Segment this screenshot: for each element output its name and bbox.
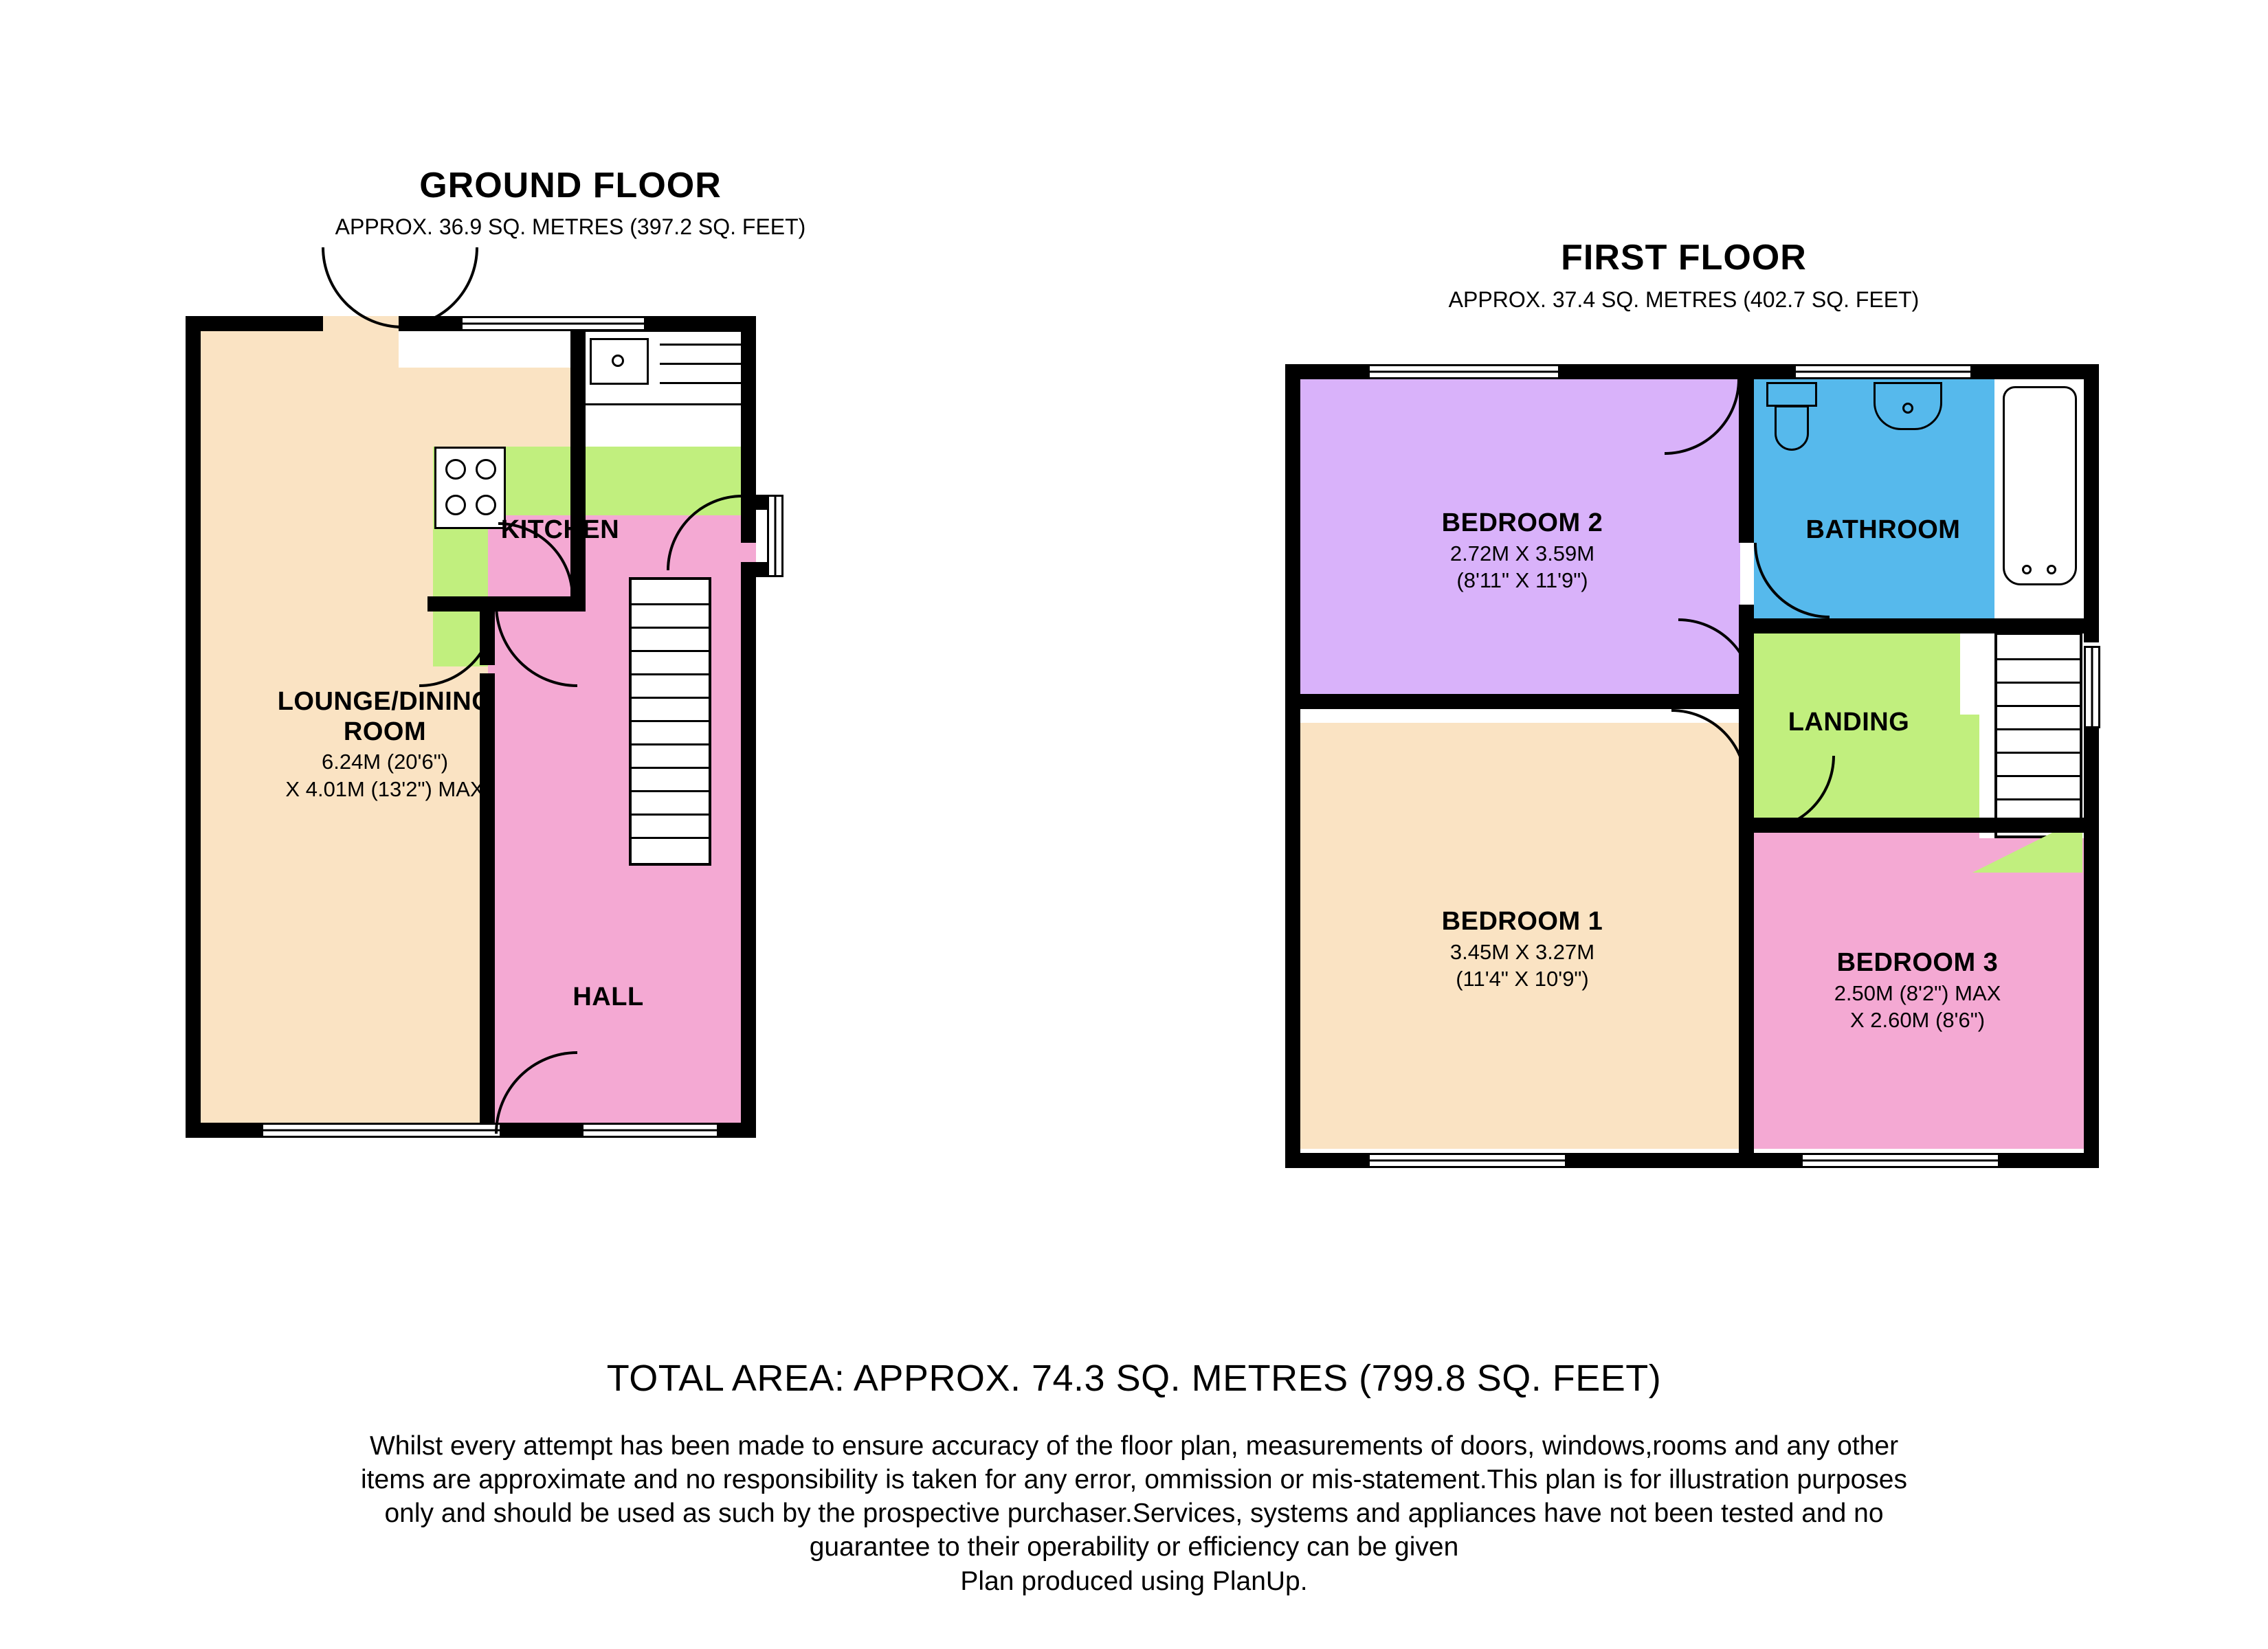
room-label-landing [1746, 708, 1952, 738]
first-floor-subtitle: APPROX. 37.4 SQ. METRES (402.7 SQ. FEET) [1448, 287, 1920, 312]
wall-ground-top-left [186, 316, 323, 331]
window-bathroom-top [1794, 364, 1972, 379]
wall-ground-right-lower [741, 577, 756, 1138]
wall-lounge-hall-divider [570, 316, 586, 474]
ground-staircase [629, 577, 711, 866]
room-dim-bedroom1-line1: 3.45M X 3.27M [1449, 939, 1595, 964]
room-dim-bedroom3-line1: 2.50M (8'2") MAX [1834, 980, 2001, 1005]
worktop-line-3 [660, 382, 744, 384]
room-dim-lounge-line2: X 4.01M (13'2") MAX [285, 777, 485, 802]
ground-floor-plan [186, 289, 983, 1223]
door-lounge-hall [419, 612, 495, 687]
window-bedroom1-bottom [1368, 1153, 1567, 1168]
ground-floor-title: GROUND FLOOR [419, 166, 722, 205]
room-name-hall: HALL [572, 983, 644, 1011]
room-name-bedroom3: BEDROOM 3 [1836, 948, 1999, 977]
ground-floor-subtitle: APPROX. 36.9 SQ. METRES (397.2 SQ. FEET) [335, 214, 806, 239]
wall-first-right-upper [2084, 364, 2099, 601]
first-floor-title: FIRST FLOOR [1561, 238, 1807, 278]
hob-ring-4 [476, 495, 496, 515]
door-bedroom1 [1671, 709, 1747, 785]
door-front-entry-2 [397, 247, 478, 328]
wall-bathroom-landing [1754, 618, 2098, 633]
worktop-line-2 [660, 363, 744, 365]
bathtub [2003, 386, 2077, 585]
disclaimer-line-2: items are approximate and no responsibility is taken for any error, ommission or mis-statement.This plan is for illustration purposes [361, 1465, 1907, 1495]
room-dim-bedroom2-line1: 2.72M X 3.59M [1449, 541, 1595, 565]
wall-first-right-lower [2084, 728, 2099, 1168]
room-dim-bedroom3-line2: X 2.60M (8'6") [1849, 1008, 1986, 1033]
toilet-cistern [1766, 382, 1817, 407]
hob-ring-2 [476, 459, 496, 480]
window-bedroom3-bottom [1801, 1153, 2000, 1168]
disclaimer-text [41, 1429, 2227, 1598]
room-label-hall [495, 983, 722, 1013]
disclaimer-line-4: guarantee to their operability or efficiency can be given [809, 1532, 1459, 1562]
toilet-pan [1775, 405, 1809, 451]
room-dim-lounge-line1: 6.24M (20'6") [321, 750, 449, 774]
door-bedroom3 [1759, 756, 1835, 831]
room-name-bathroom: BATHROOM [1805, 515, 1961, 544]
room-label-bedroom1 [1326, 907, 1718, 991]
first-floor-plan [1285, 344, 2110, 1237]
worktop-line-1 [660, 344, 744, 346]
disclaimer-line-5: Plan produced using PlanUp. [960, 1566, 1308, 1596]
wall-bedroom1-right [1739, 818, 1754, 1168]
door-hall-understairs [495, 605, 577, 687]
room-dim-bedroom1-line2: (11'4" X 10'9") [1456, 967, 1589, 991]
wall-ground-left [186, 316, 201, 1138]
window-kitchen-right [767, 495, 783, 577]
room-name-kitchen: KITCHEN [500, 515, 620, 544]
room-label-lounge-dining [213, 687, 557, 802]
door-kitchen-back [667, 495, 742, 570]
total-area-text: TOTAL AREA: APPROX. 74.3 SQ. METRES (799.8 SQ. FEET) [606, 1358, 1662, 1399]
room-label-bedroom3 [1753, 948, 2082, 1033]
hob-ring-1 [445, 459, 466, 480]
bath-tap-right [2047, 565, 2056, 574]
window-hall-bottom [581, 1123, 719, 1138]
window-bedroom2-top [1368, 364, 1560, 379]
disclaimer-line-1: Whilst every attempt has been made to ensure accuracy of the floor plan, measurements of doors, windows,rooms and any other [369, 1431, 1899, 1461]
door-hall-front [495, 1051, 577, 1134]
room-name-lounge-line1: LOUNGE/DINING [277, 687, 493, 716]
bath-tap-left [2022, 565, 2032, 574]
room-label-kitchen [447, 515, 674, 546]
first-staircase [1994, 632, 2082, 838]
basin-drain [1902, 403, 1913, 414]
wall-first-left [1285, 364, 1300, 1168]
hob-ring-3 [445, 495, 466, 515]
kitchen-sink-drain [612, 355, 624, 367]
room-label-bathroom [1739, 515, 2027, 546]
window-lounge-bottom [261, 1123, 502, 1138]
window-landing-right [2084, 646, 2100, 728]
room-name-lounge-line2: ROOM [343, 717, 427, 746]
door-landing-bedroom2 [1678, 618, 1754, 694]
door-bedroom2 [1665, 379, 1740, 455]
room-name-landing: LANDING [1788, 708, 1910, 737]
room-dim-bedroom2-line2: (8'11" X 11'9") [1456, 568, 1588, 593]
room-label-bedroom2 [1326, 508, 1718, 593]
window-kitchen-top [460, 316, 646, 331]
wall-bedroom2-bottom [1285, 694, 1754, 709]
room-name-bedroom2: BEDROOM 2 [1441, 508, 1603, 537]
disclaimer-line-3: only and should be used as such by the prospective purchaser.Services, systems and appliances have not been tested and no [384, 1499, 1884, 1529]
door-front-entry [322, 247, 403, 328]
door-bathroom [1754, 543, 1830, 618]
room-name-bedroom1: BEDROOM 1 [1441, 907, 1603, 936]
